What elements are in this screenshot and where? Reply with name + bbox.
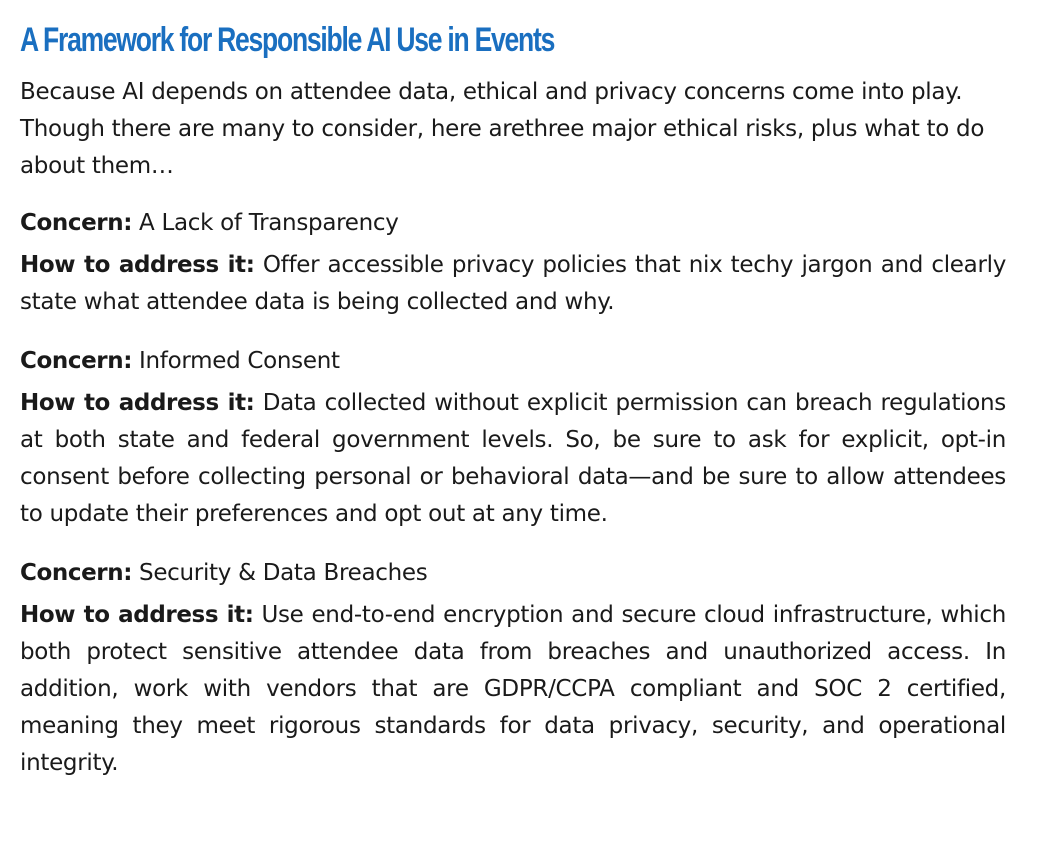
concern-text: Informed Consent [132, 348, 340, 374]
concern-text: Security & Data Breaches [132, 560, 428, 586]
concern-section-consent [20, 343, 1006, 533]
address-label: How to address it: [20, 252, 255, 278]
concern-label: Concern: [20, 210, 133, 236]
address-label: How to address it: [20, 390, 255, 416]
address-text: Data collected without explicit permission can breach regulations at both state and federal government levels. So, be sure to ask for explicit, opt-in consent before collecting personal or behavioral data—and be sure to allow attendees to update their preferences and opt out at any time. [20, 390, 1006, 527]
concern-line [20, 205, 1006, 242]
address-label: How to address it: [20, 602, 254, 628]
article-title: A Framework for Responsible AI Use in Events [20, 21, 555, 59]
address-paragraph [20, 385, 1006, 533]
concern-label: Concern: [20, 348, 133, 374]
concern-text: A Lack of Transparency [132, 210, 399, 236]
concern-section-transparency [20, 205, 1006, 321]
address-text: Offer accessible privacy policies that nix techy jargon and clearly state what attendee data is being collected and why. [20, 252, 1007, 315]
concern-line [20, 555, 1006, 592]
intro-paragraph: Because AI depends on attendee data, ethical and privacy concerns come into play. Though there are many to consider, here arethree major ethical risks, plus what to do about them… [20, 79, 985, 179]
address-paragraph [20, 597, 1006, 782]
concern-section-security [20, 555, 1006, 782]
concern-line [20, 343, 1006, 380]
address-text: Use end-to-end encryption and secure cloud infrastructure, which both protect sensitive attendee data from breaches and unauthorized access. In addition, work with vendors that are GDPR/CCPA compliant and SOC 2 certified, meaning they meet rigorous standards for data privacy, security, and operational integrity. [20, 602, 1006, 776]
concern-label: Concern: [20, 560, 133, 586]
address-paragraph [20, 247, 1006, 321]
